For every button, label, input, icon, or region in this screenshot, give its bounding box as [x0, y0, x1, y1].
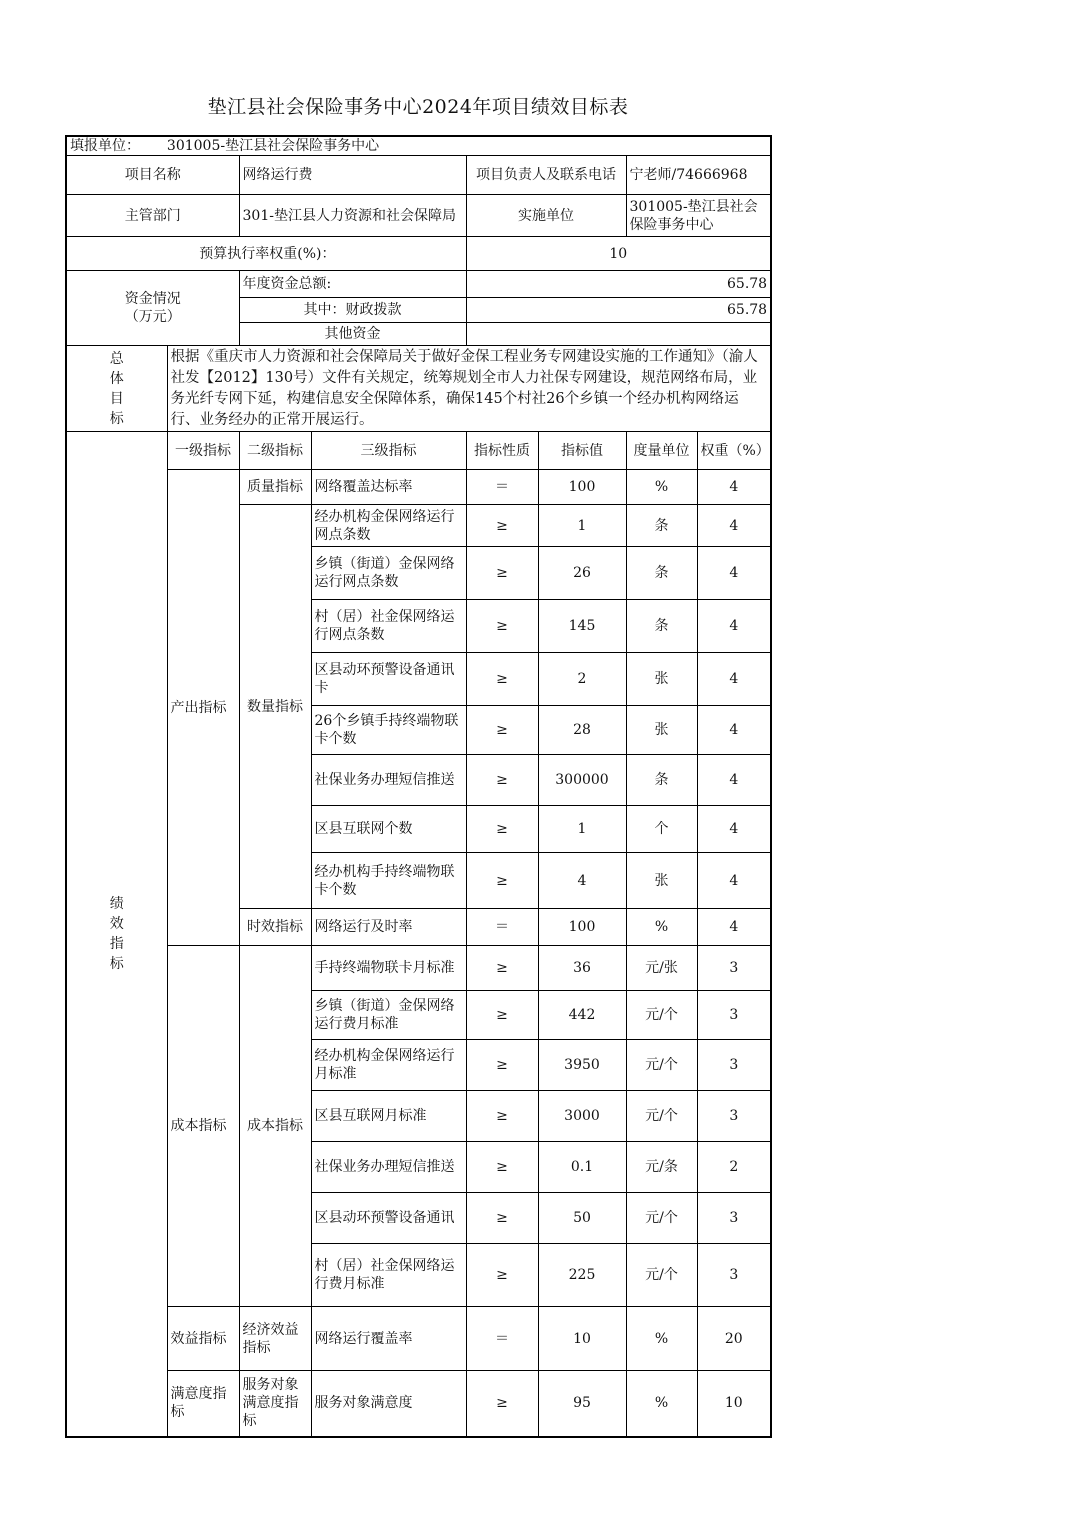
indicator-weight: 4	[697, 505, 771, 547]
indicator-value: 0.1	[538, 1142, 626, 1193]
header-nature: 指标性质	[466, 432, 538, 470]
header-level2: 二级指标	[239, 432, 311, 470]
contact-label: 项目负责人及联系电话	[466, 156, 626, 195]
indicator-weight: 4	[697, 600, 771, 653]
subgroup-service: 服务对象满意度指标	[239, 1371, 311, 1437]
indicator-name: 网络覆盖达标率	[311, 470, 466, 505]
indicator-weight: 10	[697, 1371, 771, 1437]
indicator-unit: %	[626, 1307, 697, 1371]
indicator-name: 乡镇（街道）金保网络运行费月标准	[311, 991, 466, 1040]
fill-unit-row	[66, 136, 771, 156]
dept-label: 主管部门	[66, 195, 239, 237]
indicator-nature: ≥	[466, 806, 538, 853]
indicator-nature: ≥	[466, 1142, 538, 1193]
header-weight: 权重（%）	[697, 432, 771, 470]
indicator-value: 2	[538, 653, 626, 706]
indicator-value: 100	[538, 470, 626, 505]
indicator-weight: 2	[697, 1142, 771, 1193]
indicator-unit: 元/个	[626, 1193, 697, 1244]
indicator-weight: 4	[697, 909, 771, 946]
indicator-value: 10	[538, 1307, 626, 1371]
indicator-unit: 元/张	[626, 946, 697, 991]
indicator-unit: 条	[626, 547, 697, 600]
indicator-nature: ≥	[466, 1040, 538, 1091]
indicator-weight: 3	[697, 1193, 771, 1244]
indicator-nature: ＝	[466, 1307, 538, 1371]
indicator-unit: %	[626, 1371, 697, 1437]
indicator-nature: ≥	[466, 1244, 538, 1307]
overall-goal-label: 总 体 目 标	[66, 346, 167, 432]
indicator-weight: 3	[697, 1244, 771, 1307]
group-output: 产出指标	[167, 470, 239, 946]
indicator-nature: ＝	[466, 909, 538, 946]
indicator-unit: 张	[626, 853, 697, 909]
indicator-nature: ≥	[466, 946, 538, 991]
header-unit: 度量单位	[626, 432, 697, 470]
indicator-name: 区县动环预警设备通讯卡	[311, 653, 466, 706]
contact-value: 宁老师/74666968	[626, 156, 771, 195]
indicator-name: 村（居）社金保网络运行费月标准	[311, 1244, 466, 1307]
group-satisfaction: 满意度指标	[167, 1371, 239, 1437]
indicator-name: 经办机构手持终端物联卡个数	[311, 853, 466, 909]
performance-target-table	[65, 135, 772, 1438]
page-title: 垫江县社会保险事务中心2024年项目绩效目标表	[207, 96, 629, 118]
indicator-name: 26个乡镇手持终端物联卡个数	[311, 706, 466, 755]
group-cost: 成本指标	[167, 946, 239, 1307]
impl-value: 301005-垫江县社会保险事务中心	[626, 195, 771, 237]
indicator-value: 1	[538, 505, 626, 547]
indicator-unit: 条	[626, 505, 697, 547]
indicator-unit: 元/条	[626, 1142, 697, 1193]
indicator-unit: 元/个	[626, 1244, 697, 1307]
indicator-weight: 4	[697, 470, 771, 505]
indicator-name: 区县互联网月标准	[311, 1091, 466, 1142]
indicator-value: 442	[538, 991, 626, 1040]
table-row	[66, 946, 771, 991]
indicator-weight: 3	[697, 991, 771, 1040]
indicator-unit: 条	[626, 755, 697, 806]
indicator-nature: ≥	[466, 505, 538, 547]
dept-value: 301-垫江县人力资源和社会保障局	[239, 195, 466, 237]
indicator-weight: 4	[697, 755, 771, 806]
indicator-nature: ≥	[466, 547, 538, 600]
indicator-unit: 张	[626, 653, 697, 706]
other-funds-label: 其他资金	[239, 323, 466, 346]
table-row	[66, 1307, 771, 1371]
subgroup-timeliness: 时效指标	[239, 909, 311, 946]
indicator-name: 社保业务办理短信推送	[311, 1142, 466, 1193]
indicator-weight: 4	[697, 547, 771, 600]
budget-weight-value: 10	[466, 237, 771, 271]
indicator-value: 1	[538, 806, 626, 853]
group-benefit: 效益指标	[167, 1307, 239, 1371]
indicator-value: 145	[538, 600, 626, 653]
indicator-name: 社保业务办理短信推送	[311, 755, 466, 806]
indicator-value: 95	[538, 1371, 626, 1437]
indicator-nature: ＝	[466, 470, 538, 505]
indicator-nature: ≥	[466, 653, 538, 706]
indicator-nature: ≥	[466, 1193, 538, 1244]
indicator-weight: 4	[697, 853, 771, 909]
indicator-name: 村（居）社金保网络运行网点条数	[311, 600, 466, 653]
fill-unit-label: 填报单位：	[70, 138, 140, 154]
indicator-value: 300000	[538, 755, 626, 806]
subgroup-economic: 经济效益指标	[239, 1307, 311, 1371]
indicator-unit: 张	[626, 706, 697, 755]
project-name-value: 网络运行费	[239, 156, 466, 195]
indicator-weight: 4	[697, 806, 771, 853]
fiscal-label: 其中：财政拨款	[239, 298, 466, 323]
indicator-name: 网络运行覆盖率	[311, 1307, 466, 1371]
subgroup-cost: 成本指标	[239, 946, 311, 1307]
indicator-name: 区县动环预警设备通讯	[311, 1193, 466, 1244]
indicator-value: 50	[538, 1193, 626, 1244]
indicator-weight: 3	[697, 1091, 771, 1142]
table-row	[66, 1371, 771, 1437]
other-funds-value	[466, 323, 771, 346]
header-level1: 一级指标	[167, 432, 239, 470]
indicator-weight: 4	[697, 653, 771, 706]
indicator-name: 经办机构金保网络运行月标准	[311, 1040, 466, 1091]
indicator-value: 3950	[538, 1040, 626, 1091]
indicator-name: 区县互联网个数	[311, 806, 466, 853]
indicator-weight: 3	[697, 1040, 771, 1091]
indicator-weight: 3	[697, 946, 771, 991]
fill-unit-value: 301005-垫江县社会保险事务中心	[166, 138, 380, 154]
indicator-name: 服务对象满意度	[311, 1371, 466, 1437]
indicator-value: 28	[538, 706, 626, 755]
table-row	[66, 470, 771, 505]
overall-goal-text: 根据《重庆市人力资源和社会保障局关于做好金保工程业务专网建设实施的工作通知》（渝人社发【2012】130号）文件有关规定，统筹规划全市人力社保专网建设，规范网络布局，业务光纤专网下延，构建信息安全保障体系，确保145个村社26个乡镇一个经办机构网络运行、业务经办的正常开展运行。	[167, 346, 771, 432]
annual-total-value: 65.78	[466, 271, 771, 298]
indicator-name: 乡镇（街道）金保网络运行网点条数	[311, 547, 466, 600]
indicator-nature: ≥	[466, 706, 538, 755]
indicator-name: 网络运行及时率	[311, 909, 466, 946]
header-level3: 三级指标	[311, 432, 466, 470]
indicator-value: 26	[538, 547, 626, 600]
indicator-value: 4	[538, 853, 626, 909]
indicator-value: 225	[538, 1244, 626, 1307]
indicator-unit: 元/个	[626, 991, 697, 1040]
annual-total-label: 年度资金总额:	[239, 271, 466, 298]
indicator-value: 3000	[538, 1091, 626, 1142]
header-value: 指标值	[538, 432, 626, 470]
indicator-nature: ≥	[466, 853, 538, 909]
indicator-unit: 条	[626, 600, 697, 653]
indicator-unit: %	[626, 470, 697, 505]
indicator-weight: 4	[697, 706, 771, 755]
indicator-nature: ≥	[466, 755, 538, 806]
indicator-value: 36	[538, 946, 626, 991]
indicator-unit: 个	[626, 806, 697, 853]
indicator-nature: ≥	[466, 1371, 538, 1437]
impl-label: 实施单位	[466, 195, 626, 237]
funds-label: 资金情况 （万元）	[66, 271, 239, 346]
indicator-weight: 20	[697, 1307, 771, 1371]
indicator-unit: %	[626, 909, 697, 946]
fiscal-value: 65.78	[466, 298, 771, 323]
indicator-unit: 元/个	[626, 1091, 697, 1142]
indicator-value: 100	[538, 909, 626, 946]
indicator-nature: ≥	[466, 600, 538, 653]
indicators-label: 绩 效 指 标	[66, 432, 167, 1437]
indicator-nature: ≥	[466, 1091, 538, 1142]
indicator-name: 经办机构金保网络运行网点条数	[311, 505, 466, 547]
indicator-name: 手持终端物联卡月标准	[311, 946, 466, 991]
budget-weight-label: 预算执行率权重(%)：	[66, 237, 466, 271]
indicator-nature: ≥	[466, 991, 538, 1040]
indicator-unit: 元/个	[626, 1040, 697, 1091]
subgroup-quantity: 数量指标	[239, 505, 311, 909]
subgroup-quality: 质量指标	[239, 470, 311, 505]
project-name-label: 项目名称	[66, 156, 239, 195]
